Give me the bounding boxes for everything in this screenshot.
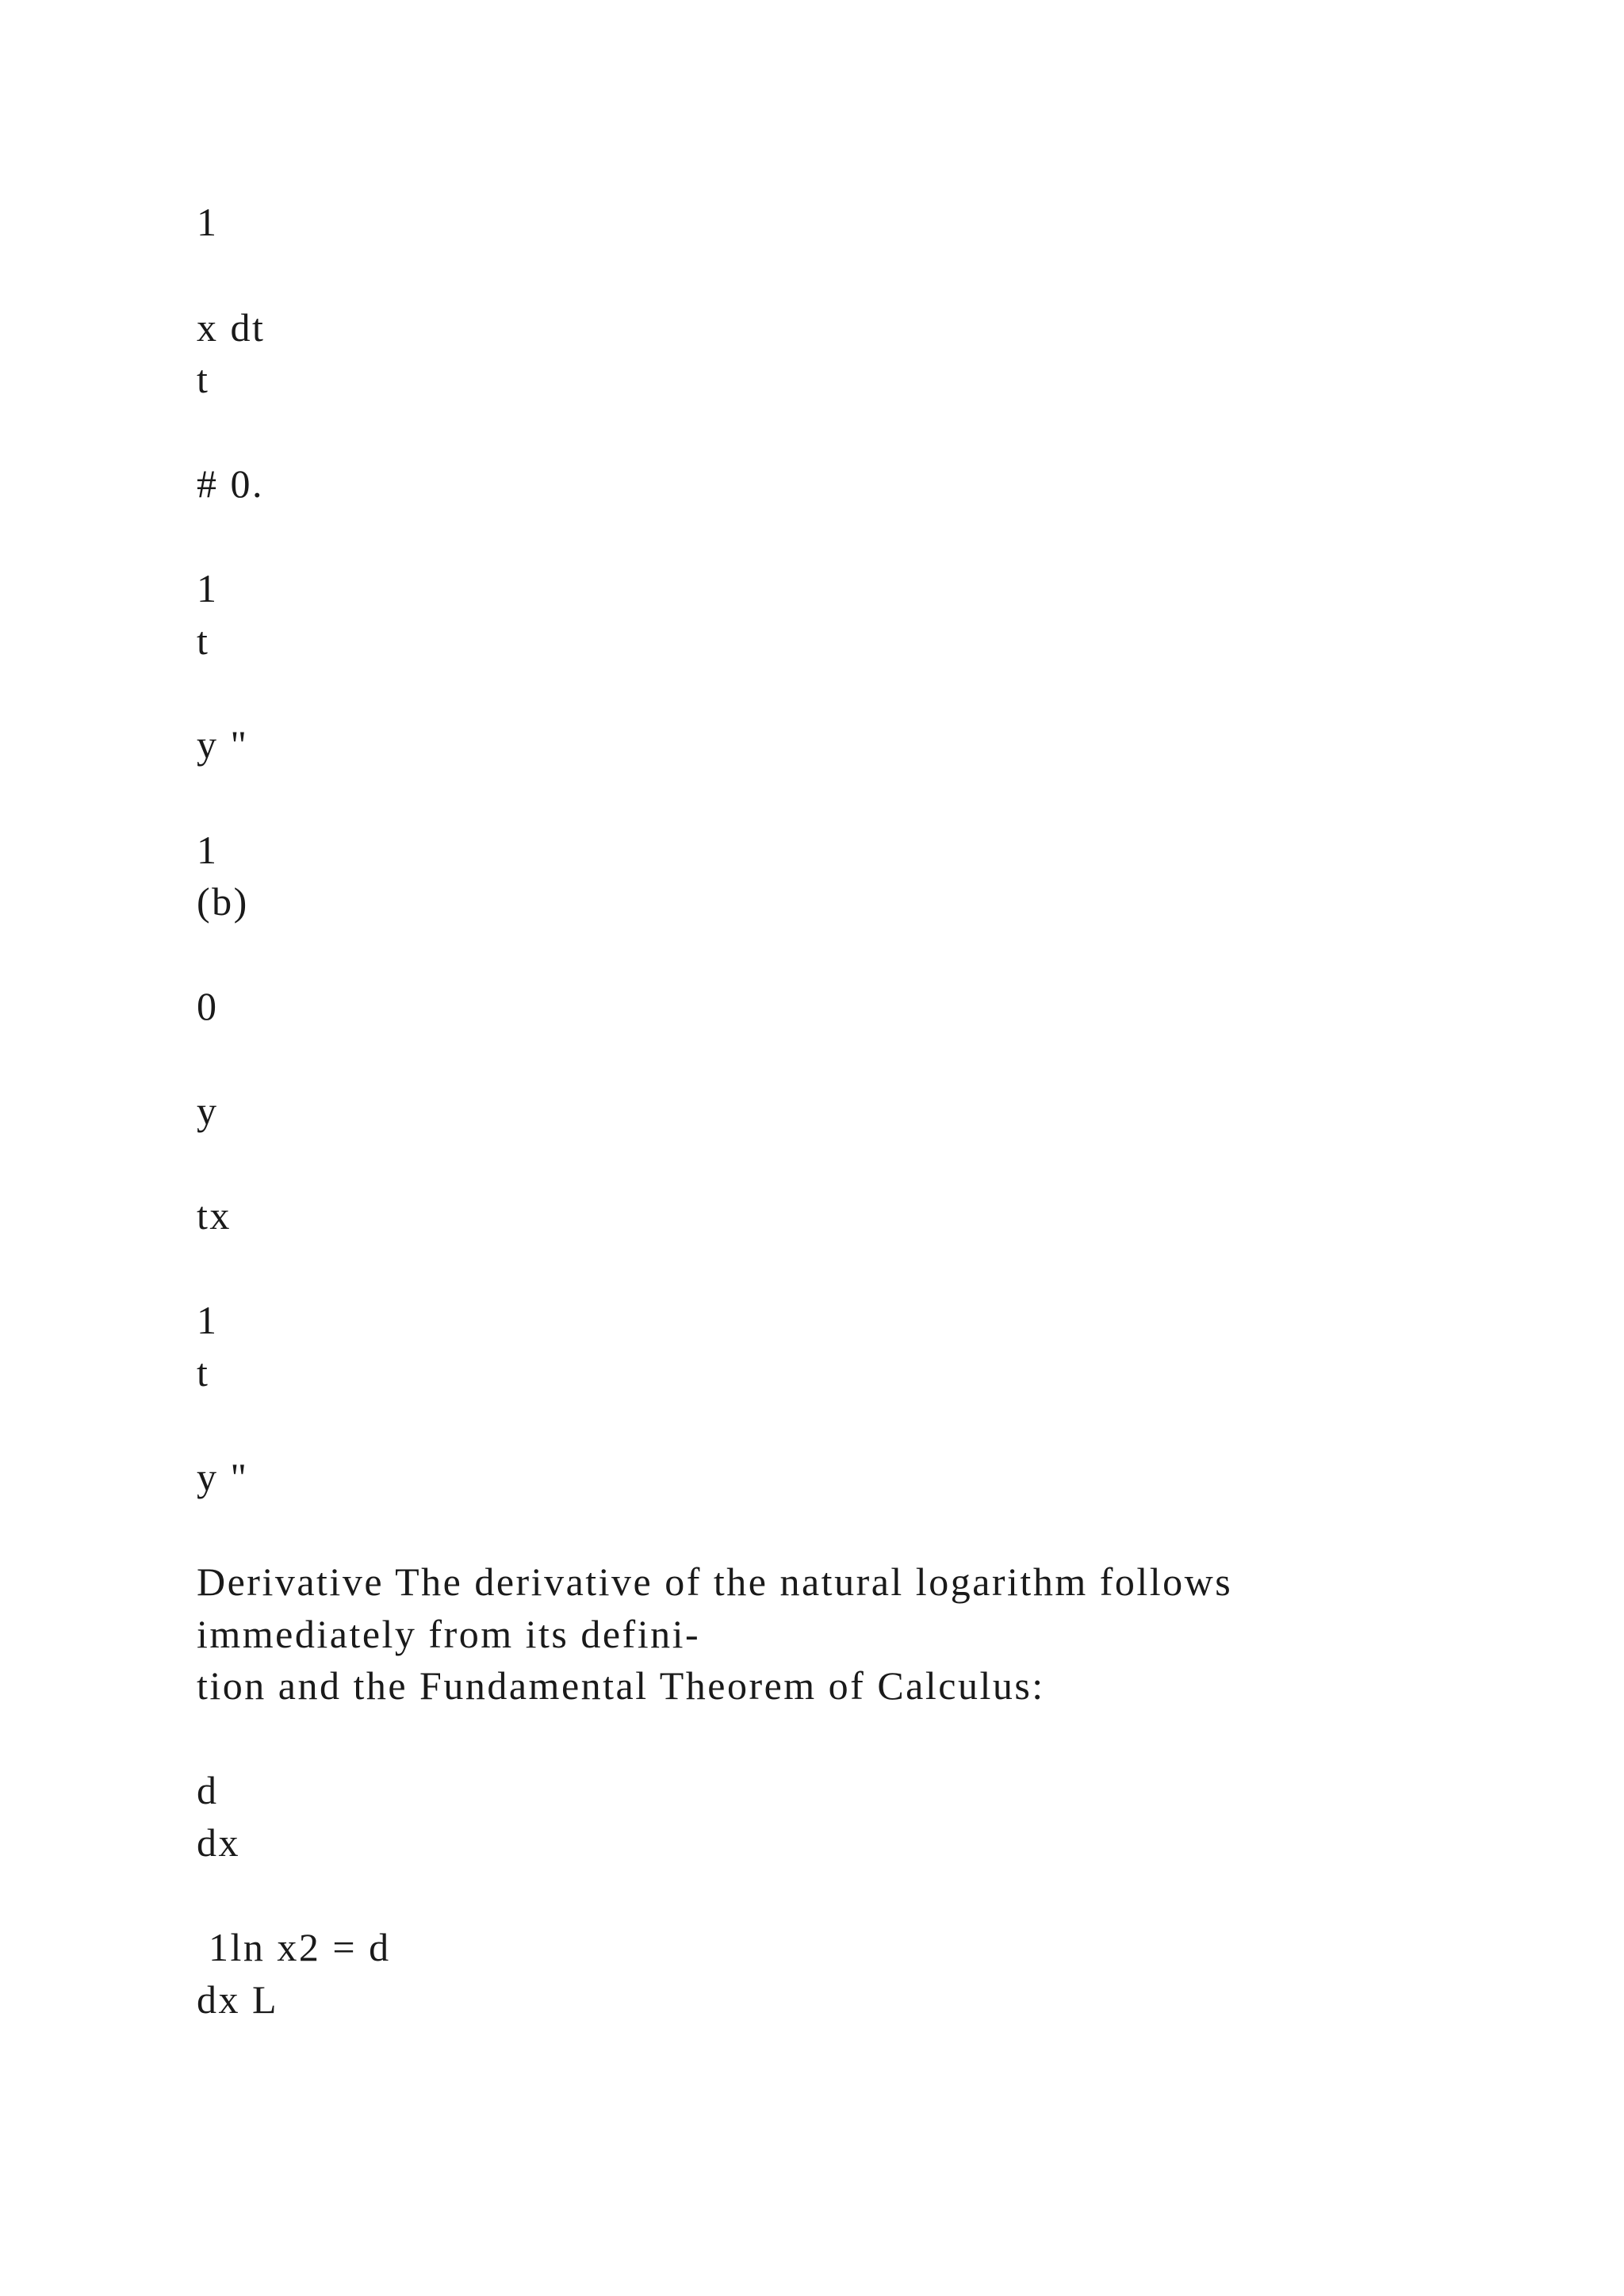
text-line: (b) — [197, 879, 249, 924]
paragraph-line: immediately from its defini- — [197, 1612, 701, 1656]
paragraph-line: Derivative The derivative of the natural logarithm follows — [197, 1559, 1233, 1604]
text-line: dx L — [197, 1977, 279, 2022]
text-line: 1ln x2 = d — [197, 1925, 391, 1969]
text-line: tx — [197, 1193, 232, 1238]
text-line: y " — [197, 722, 249, 767]
paragraph-line: tion and the Fundamental Theorem of Calculus: — [197, 1663, 1045, 1708]
text-line: 1 — [197, 1298, 219, 1342]
text-line: x dt — [197, 305, 266, 350]
text-line: 1 — [197, 828, 219, 872]
text-line: t — [197, 618, 210, 663]
text-line: 1 — [197, 200, 219, 244]
text-line: 0 — [197, 984, 219, 1028]
text-line: 1 — [197, 566, 219, 610]
text-line: d — [197, 1768, 219, 1812]
text-line: dx — [197, 1820, 240, 1865]
text-line: t — [197, 357, 210, 401]
text-line: y " — [197, 1455, 249, 1499]
text-line: # 0. — [197, 461, 264, 506]
text-line: t — [197, 1350, 210, 1395]
text-line: y — [197, 1089, 219, 1133]
